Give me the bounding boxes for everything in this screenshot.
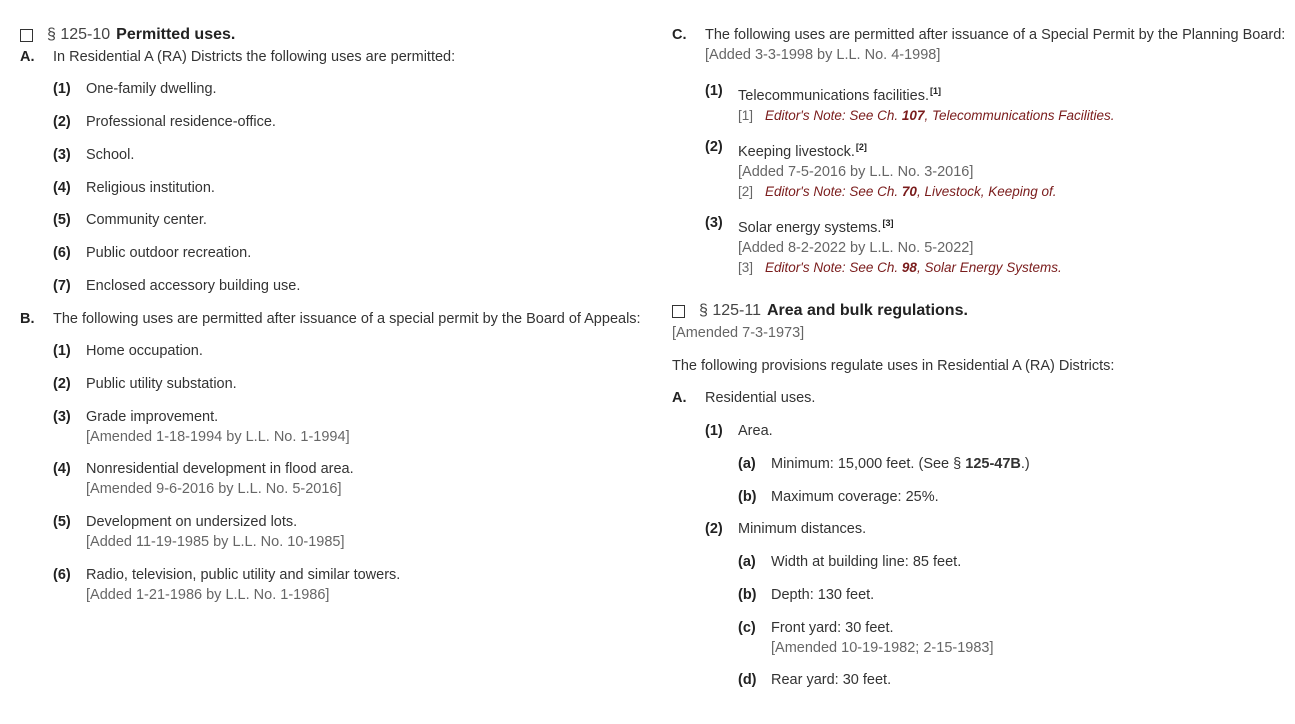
section-125-10-header (20, 26, 235, 44)
item-text: Grade improvement. (86, 409, 219, 425)
note-prefix: Editor's Note: See Ch. (765, 107, 902, 123)
history-note: [Added 7-5-2016 by L.L. No. 3-2016] (738, 163, 974, 180)
footnote-ref[interactable]: [1] (930, 86, 941, 96)
history-note: [Amended 10-19-1982; 2-15-1983] (771, 640, 994, 656)
chapter-link[interactable]: 107 (901, 107, 925, 123)
item-text: Area. (738, 423, 773, 439)
item-text: Solar energy systems. (738, 219, 882, 236)
section-title: Area and bulk regulations. (766, 302, 968, 319)
item-number: (2) (705, 139, 723, 155)
history-note: [Amended 9-6-2016 by L.L. No. 5-2016] (86, 481, 342, 497)
item-number: (4) (53, 180, 71, 196)
item-text: Religious institution. (86, 180, 215, 196)
note-prefix: Editor's Note: See Ch. (765, 259, 902, 275)
subsection-label: B. (20, 311, 35, 327)
history-note: [Added 11-19-1985 by L.L. No. 10-1985] (86, 534, 345, 550)
item-number: (6) (53, 245, 71, 261)
subsection-label: A. (672, 390, 687, 406)
item-text: Community center. (86, 212, 207, 228)
item-text: Telecommunications facilities. (738, 87, 929, 104)
item-text: Minimum: 15,000 feet. (See § (771, 456, 966, 472)
section-125-11-header (672, 302, 968, 320)
item-text: Public outdoor recreation. (86, 245, 252, 261)
chapter-link[interactable]: 98 (901, 259, 917, 275)
item-text: Front yard: 30 feet. (771, 620, 894, 636)
intro-text: The following provisions regulate uses in Residential A (RA) Districts: (672, 358, 1115, 374)
section-reference-link[interactable]: 125-47B (965, 456, 1021, 472)
item-text: Rear yard: 30 feet. (771, 672, 892, 688)
item-text: School. (86, 147, 135, 163)
subsection-text: In Residential A (RA) Districts the following uses are permitted: (53, 49, 456, 65)
subsection-label: A. (20, 49, 35, 65)
item-text: Public utility substation. (86, 376, 237, 392)
section-checkbox[interactable] (20, 29, 33, 42)
item-text: Radio, television, public utility and similar towers. (86, 567, 401, 583)
item-text: Maximum coverage: 25%. (771, 489, 939, 505)
subsection-text: Residential uses. (705, 390, 816, 406)
history-note: [Amended 1-18-1994 by L.L. No. 1-1994] (86, 429, 350, 445)
item-text: Depth: 130 feet. (771, 587, 875, 603)
item-text: One-family dwelling. (86, 81, 217, 97)
item-number: (2) (53, 114, 71, 130)
item-number: (d) (738, 672, 757, 688)
section-number: § 125-11 (699, 302, 761, 319)
footnote-ref[interactable]: [2] (855, 142, 867, 152)
item-number: (1) (705, 83, 723, 99)
note-prefix: Editor's Note: See Ch. (765, 183, 902, 199)
history-note: [Added 8-2-2022 by L.L. No. 5-2022] (738, 239, 974, 256)
history-note: [Added 3-3-1998 by L.L. No. 4-1998] (705, 47, 941, 63)
item-text: Width at building line: 85 feet. (771, 554, 962, 570)
section-number: § 125-10 (47, 26, 111, 43)
item-number: (5) (53, 212, 71, 228)
item-number: (b) (738, 587, 757, 603)
item-text: Nonresidential development in flood area. (86, 461, 354, 477)
item-text: Professional residence-office. (86, 114, 276, 130)
item-text: Minimum distances. (738, 521, 867, 537)
footnote-number: [1] (738, 107, 754, 123)
item-number: (3) (53, 147, 71, 163)
footnote-ref[interactable]: [3] (882, 218, 894, 228)
item-number: (3) (705, 215, 723, 231)
note-suffix: , Telecommunications Facilities. (924, 107, 1115, 123)
item-number: (b) (738, 489, 757, 505)
item-number: (a) (738, 456, 756, 472)
item-text: Development on undersized lots. (86, 514, 298, 530)
note-suffix: , Solar Energy Systems. (916, 259, 1062, 275)
section-checkbox[interactable] (672, 305, 685, 318)
history-note: [Added 1-21-1986 by L.L. No. 1-1986] (86, 587, 330, 603)
section-title: Permitted uses. (116, 26, 236, 43)
item-text: Keeping livestock. (738, 143, 855, 160)
chapter-link[interactable]: 70 (901, 183, 917, 199)
footnote-number: [3] (738, 259, 754, 275)
subsection-label: C. (672, 27, 687, 43)
footnote-number: [2] (738, 183, 754, 199)
subsection-text: The following uses are permitted after issuance of a Special Permit by the Planning Board: (705, 27, 1286, 43)
note-suffix: , Livestock, Keeping of. (916, 183, 1057, 199)
item-number: (4) (53, 461, 71, 477)
item-number: (3) (53, 409, 71, 425)
item-number: (1) (705, 423, 723, 439)
editors-note (738, 182, 1057, 202)
item-number: (1) (53, 81, 71, 97)
item-number: (2) (53, 376, 71, 392)
item-text: Home occupation. (86, 343, 203, 359)
item-number: (6) (53, 567, 71, 583)
item-number: (7) (53, 278, 71, 294)
item-number: (1) (53, 343, 71, 359)
item-text-suffix: .) (1020, 456, 1030, 472)
item-number: (c) (738, 620, 756, 636)
item-number: (a) (738, 554, 756, 570)
subsection-text: The following uses are permitted after issuance of a special permit by the Board of Appeals: (53, 311, 641, 327)
editors-note (738, 106, 1115, 126)
item-number: (5) (53, 514, 71, 530)
editors-note (738, 258, 1062, 278)
section-history: [Amended 7-3-1973] (672, 325, 805, 341)
item-text: Enclosed accessory building use. (86, 278, 301, 294)
item-number: (2) (705, 521, 723, 537)
